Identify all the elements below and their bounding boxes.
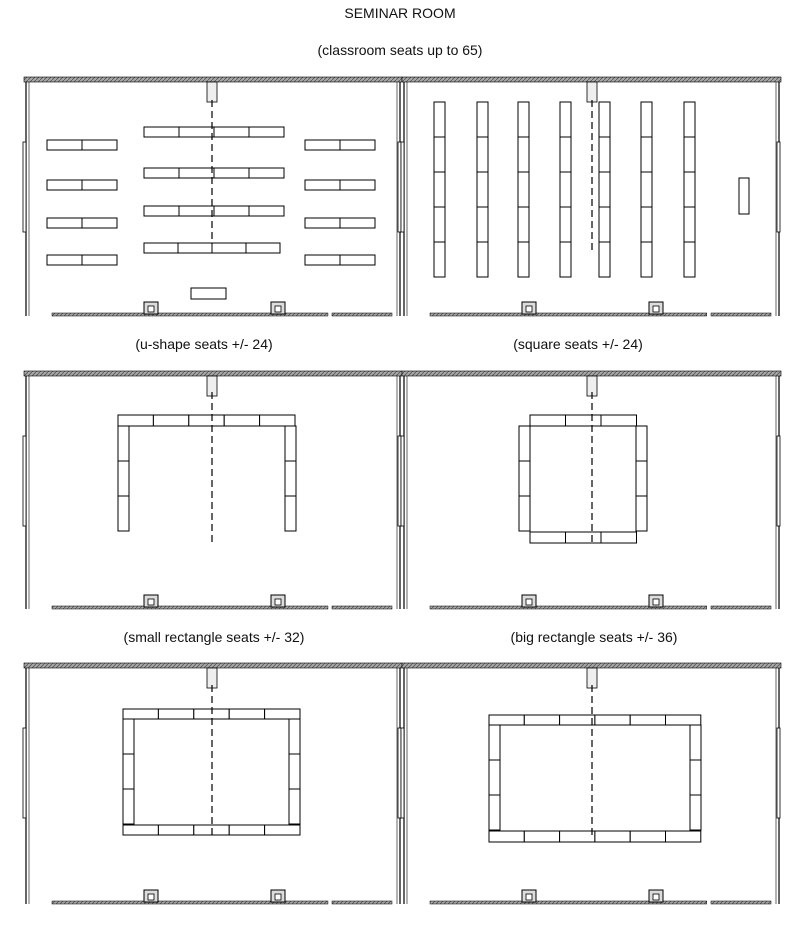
table: [739, 178, 749, 214]
table: [305, 218, 340, 228]
table: [601, 532, 637, 543]
table: [144, 168, 179, 178]
partition-slot: [207, 82, 217, 102]
table: [566, 532, 602, 543]
table: [666, 715, 701, 725]
table: [560, 102, 571, 137]
table: [249, 127, 284, 137]
table: [82, 255, 117, 265]
table: [560, 715, 595, 725]
bottom-wall-right: [332, 606, 392, 609]
room-outlines: [23, 77, 781, 904]
window: [398, 728, 401, 818]
table: [158, 825, 193, 835]
table: [641, 242, 652, 277]
table: [260, 415, 295, 426]
table: [489, 725, 500, 760]
table: [477, 242, 488, 277]
table: [560, 137, 571, 172]
table: [434, 102, 445, 137]
table: [434, 172, 445, 207]
table: [477, 137, 488, 172]
bottom-wall-right: [711, 606, 771, 609]
table: [630, 715, 665, 725]
table: [214, 127, 249, 137]
label-small-rectangle: (small rectangle seats +/- 32): [123, 629, 305, 645]
table: [641, 102, 652, 137]
table: [118, 496, 129, 531]
table: [289, 789, 300, 824]
bottom-wall: [430, 901, 707, 904]
label-u-shape: (u-shape seats +/- 24): [135, 336, 273, 352]
table: [489, 795, 500, 830]
label-square: (square seats +/- 24): [513, 336, 643, 352]
table: [477, 207, 488, 242]
window: [401, 436, 404, 526]
top-wall: [24, 371, 402, 376]
page-title: SEMINAR ROOM: [344, 5, 456, 21]
table: [285, 461, 296, 496]
window: [398, 436, 401, 526]
table: [518, 102, 529, 137]
table: [289, 719, 300, 754]
table: [144, 243, 178, 253]
bottom-wall: [52, 901, 328, 904]
table: [599, 207, 610, 242]
table: [47, 180, 82, 190]
table: [566, 415, 602, 426]
table: [477, 172, 488, 207]
column-core: [526, 599, 532, 605]
table: [178, 243, 212, 253]
window: [777, 142, 780, 232]
table: [47, 140, 82, 150]
table: [340, 140, 375, 150]
column-core: [275, 894, 281, 900]
table: [340, 180, 375, 190]
table: [636, 461, 647, 496]
table: [524, 831, 559, 842]
top-wall: [402, 371, 781, 376]
partition-slot: [587, 82, 597, 102]
room-classroom-right: [401, 77, 781, 316]
window: [23, 436, 26, 526]
table: [690, 725, 701, 760]
table: [690, 760, 701, 795]
bottom-wall-right: [711, 313, 771, 316]
table: [246, 243, 280, 253]
table: [82, 218, 117, 228]
table: [82, 140, 117, 150]
table: [630, 831, 665, 842]
table: [489, 760, 500, 795]
table: [179, 168, 214, 178]
top-wall: [24, 663, 402, 668]
bottom-wall: [52, 606, 328, 609]
table: [518, 207, 529, 242]
layout-big-rectangle: [489, 685, 701, 842]
table: [285, 426, 296, 461]
window: [23, 142, 26, 232]
page-subtitle: (classroom seats up to 65): [317, 42, 483, 58]
window: [401, 728, 404, 818]
window: [401, 142, 404, 232]
table: [434, 207, 445, 242]
column-core: [653, 599, 659, 605]
table: [212, 243, 246, 253]
table: [229, 825, 264, 835]
table: [214, 168, 249, 178]
table: [595, 831, 630, 842]
column-core: [653, 894, 659, 900]
table: [249, 206, 284, 216]
table: [518, 242, 529, 277]
room-big-rectangle: [401, 663, 781, 904]
table: [690, 795, 701, 830]
table: [477, 102, 488, 137]
table: [224, 415, 259, 426]
table: [636, 496, 647, 531]
layout-small-rectangle: [123, 685, 300, 836]
top-wall: [402, 663, 781, 668]
table: [560, 831, 595, 842]
bottom-wall-right: [711, 901, 771, 904]
table: [214, 206, 249, 216]
table: [118, 426, 129, 461]
table: [305, 140, 340, 150]
table: [340, 218, 375, 228]
table: [189, 415, 224, 426]
bottom-wall: [430, 606, 707, 609]
table: [265, 825, 300, 835]
room-square: [401, 371, 781, 609]
table: [144, 206, 179, 216]
table: [636, 426, 647, 461]
table: [524, 715, 559, 725]
table: [434, 242, 445, 277]
table: [118, 415, 153, 426]
table: [599, 102, 610, 137]
label-big-rectangle: (big rectangle seats +/- 36): [510, 629, 678, 645]
table: [179, 206, 214, 216]
table: [666, 831, 701, 842]
table: [229, 709, 264, 719]
table: [144, 127, 179, 137]
bottom-wall: [430, 313, 707, 316]
table: [518, 137, 529, 172]
table: [530, 532, 566, 543]
table: [47, 255, 82, 265]
table: [530, 415, 566, 426]
table: [305, 255, 340, 265]
table: [285, 496, 296, 531]
table: [641, 207, 652, 242]
table: [82, 180, 117, 190]
table: [265, 709, 300, 719]
table: [519, 461, 530, 496]
table: [289, 754, 300, 789]
window: [23, 728, 26, 818]
window: [777, 728, 780, 818]
table: [560, 172, 571, 207]
table: [47, 218, 82, 228]
table: [158, 709, 193, 719]
table: [684, 207, 695, 242]
table: [153, 415, 188, 426]
table: [684, 102, 695, 137]
top-wall: [402, 77, 781, 82]
table: [123, 754, 134, 789]
table: [599, 242, 610, 277]
table: [519, 496, 530, 531]
table: [560, 207, 571, 242]
table: [519, 426, 530, 461]
table: [595, 715, 630, 725]
table: [489, 831, 524, 842]
layout-u-shape: [118, 392, 296, 545]
column-core: [526, 894, 532, 900]
bottom-wall: [52, 313, 328, 316]
table: [123, 825, 158, 835]
table: [123, 789, 134, 824]
table: [340, 255, 375, 265]
window: [777, 436, 780, 526]
table: [599, 172, 610, 207]
table: [641, 137, 652, 172]
table: [489, 715, 524, 725]
table: [123, 719, 134, 754]
table: [123, 709, 158, 719]
layout-square: [519, 392, 647, 545]
column-core: [275, 599, 281, 605]
table: [249, 168, 284, 178]
column-core: [148, 894, 154, 900]
window: [398, 142, 401, 232]
column-core: [275, 306, 281, 312]
bottom-wall-right: [332, 313, 392, 316]
table: [518, 172, 529, 207]
table: [601, 415, 637, 426]
column-core: [653, 306, 659, 312]
table: [434, 137, 445, 172]
table: [118, 461, 129, 496]
table: [305, 180, 340, 190]
table: [560, 242, 571, 277]
column-core: [148, 599, 154, 605]
column-core: [526, 306, 532, 312]
table: [684, 242, 695, 277]
column-core: [148, 306, 154, 312]
table: [684, 137, 695, 172]
table: [179, 127, 214, 137]
bottom-wall-right: [332, 901, 392, 904]
table: [641, 172, 652, 207]
table: [191, 288, 226, 299]
top-wall: [24, 77, 402, 82]
table: [599, 137, 610, 172]
table: [684, 172, 695, 207]
